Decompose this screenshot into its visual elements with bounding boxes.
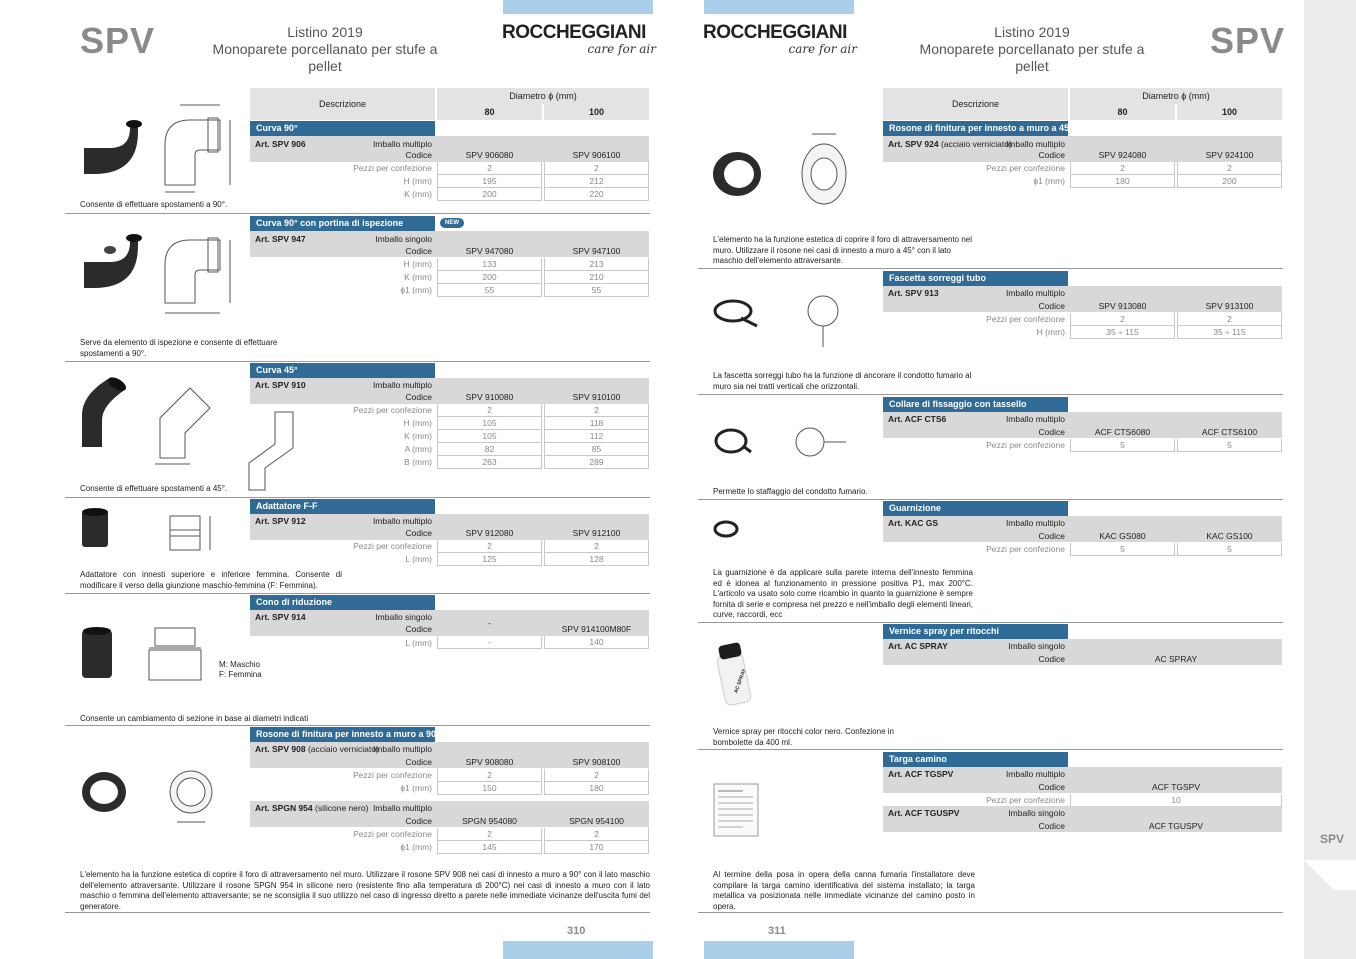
row-label: Codice: [1038, 427, 1065, 437]
pack-type: Imballo multiplo: [1005, 414, 1065, 424]
product-description: Al termine della posa in opera della canna fumaria l'installatore deve compilare la targa camino identificativa del sistema installato; la targa metallica va posizionata nelle immediate vicinanze del camino posto in opera.: [713, 870, 975, 911]
top-accent-bar-left: [503, 0, 653, 14]
offset-drawing: [245, 408, 305, 493]
elbow-inspection-photo: [80, 232, 140, 292]
row-label: H (mm): [403, 176, 432, 186]
product-description: Serve da elemento di ispezione e consente di effettuare spostamenti a 90°.: [80, 338, 278, 358]
row-label: Codice: [1038, 531, 1065, 541]
cell: 85: [544, 443, 649, 456]
cell: 2: [437, 162, 542, 175]
legend-male: M: Maschio: [219, 660, 260, 669]
art-code-text: Art. SPV 908: [255, 744, 306, 754]
row-label: Codice: [405, 246, 432, 256]
row-label: Pezzi per confezione: [986, 795, 1065, 805]
cell: 195: [437, 175, 542, 188]
pack-type: Imballo multiplo: [1005, 288, 1065, 298]
col-header-80: 80: [1070, 104, 1175, 120]
cell: ACF CTS6080: [1094, 427, 1151, 437]
art-code: Art. SPV 910: [255, 380, 306, 390]
cell: 220: [544, 188, 649, 201]
row-label: ɸ1 (mm): [400, 783, 432, 793]
row-label: Pezzi per confezione: [353, 829, 432, 839]
art-code: Art. AC SPRAY: [888, 641, 948, 651]
fixing-collar-drawing: [788, 422, 848, 464]
row-label: Pezzi per confezione: [986, 544, 1065, 554]
pack-type: Imballo multiplo: [1005, 139, 1065, 149]
cell: 118: [544, 417, 649, 430]
cell: 2: [437, 769, 542, 782]
cell: 10: [1070, 794, 1282, 807]
listino-subtitle: Monoparete porcellanato per stufe a pellet: [212, 41, 438, 74]
cell: 5: [1070, 543, 1175, 556]
row-label: B (mm): [404, 457, 432, 467]
cell: 2: [544, 162, 649, 175]
section-divider: [698, 912, 1283, 913]
cell: SPV 908100: [572, 757, 621, 767]
product-description: L'elemento ha la funzione estetica di coprire il foro di attraversamento nel muro. Utilizzare il rosone SPV 908 nei casi di innesto a muro a 90° con il lato maschio dell'elemento attraversante. Utilizzare il rosone SPGN 954 in silicone nero (resistente fino alla temperatura di 200°C) nei casi di innesto a muro con il lato maschio o femmina dell'elemento attraversante; se ne sconsiglia il suo utilizzo nel caso di ingresso diretto a parete nelle immediate vicinanze dell'uscita fumi del generatore.: [80, 870, 650, 911]
art-code: Art. SPV 912: [255, 516, 306, 526]
art-note: (acciaio verniciato): [307, 744, 379, 754]
cell: ACF TGSPV: [1151, 782, 1201, 792]
cell: SPV 912080: [465, 528, 514, 538]
elbow-45-drawing: [150, 378, 230, 466]
cell: 105: [437, 430, 542, 443]
cell: 55: [544, 284, 649, 297]
cell: 82: [437, 443, 542, 456]
page-number-left: 310: [567, 925, 586, 937]
product-title: Targa camino: [883, 752, 1068, 767]
cell: 2: [1070, 313, 1175, 326]
bottom-accent-bar-left: [503, 941, 653, 959]
product-description: L'elemento ha la funzione estetica di coprire il foro di attraversamento nel muro. Utilizzare il rosone nei casi di innesto a muro a 45° con il lato maschio dell'elemento attraversante.: [713, 235, 973, 265]
row-label: H (mm): [1036, 327, 1065, 337]
side-tab-label: SPV: [1319, 832, 1344, 846]
row-label: ɸ1 (mm): [400, 842, 432, 852]
cell: 289: [544, 456, 649, 469]
cell: 2: [544, 769, 649, 782]
col-header-description: Descrizione: [250, 88, 435, 120]
art-code: Art. ACF CTS6: [888, 414, 947, 424]
cell: SPV 906100: [572, 150, 621, 160]
elbow-90-drawing: [160, 100, 240, 195]
row-label: Pezzi per confezione: [353, 770, 432, 780]
cell: SPV 947080: [465, 246, 514, 256]
pack-type: Imballo multiplo: [1005, 769, 1065, 779]
row-label: Codice: [1038, 150, 1065, 160]
side-tab-corner: [1304, 860, 1356, 890]
listino-right: [902, 24, 1162, 75]
product-description: Consente un cambiamento di sezione in base ai diametri indicati: [80, 714, 309, 723]
row-label: Pezzi per confezione: [986, 440, 1065, 450]
cell: KAC GS100: [1206, 531, 1253, 541]
cell: 2: [437, 828, 542, 841]
col-header-diameter: Diametro ɸ (mm): [437, 88, 649, 104]
product-title: Vernice spray per ritocchi: [883, 624, 1068, 639]
cell: SPV 913080: [1098, 301, 1147, 311]
cell: 2: [544, 540, 649, 553]
cell: 112: [544, 430, 649, 443]
product-description: Vernice spray per ritocchi color nero. Confezione in bombolette da 400 ml.: [713, 727, 894, 747]
cell: SPGN 954080: [462, 816, 517, 826]
art-code-text: Art. SPV 924: [888, 139, 939, 149]
pipe-clamp-photo: [713, 296, 761, 330]
art-code: Art. SPV 947: [255, 234, 306, 244]
section-divider: [65, 725, 650, 726]
art-code-2: Art. ACF TGUSPV: [888, 808, 960, 818]
gasket-photo: [713, 519, 741, 539]
product-title: Adattatore F-F: [250, 499, 435, 514]
product-description: Adattatore con innesti superiore e inferiore femmina. Consente di modificare il verso della giunzione maschio-femmina (F: Femmina).: [80, 570, 342, 590]
row-label: Codice: [1038, 301, 1065, 311]
cell: 212: [544, 175, 649, 188]
row-label: Codice: [1038, 782, 1065, 792]
cell: 213: [544, 258, 649, 271]
col-header-100: 100: [1177, 104, 1282, 120]
cell: 2: [544, 404, 649, 417]
cell: SPV 910080: [465, 392, 514, 402]
adapter-drawing: [165, 512, 225, 562]
section-divider: [65, 912, 650, 913]
cell: 5: [1177, 439, 1282, 452]
section-divider: [698, 268, 1283, 269]
cell: -: [437, 636, 542, 649]
cell: 2: [1177, 313, 1282, 326]
section-divider: [65, 593, 650, 594]
cell: 125: [437, 553, 542, 566]
cell: 200: [1177, 175, 1282, 188]
cell: 180: [544, 782, 649, 795]
brand-logo-right: [703, 22, 863, 62]
listino-left: [195, 24, 455, 75]
row-label: A (mm): [404, 444, 432, 454]
row-label: Codice: [405, 624, 432, 634]
cell: 180: [1070, 175, 1175, 188]
row-label: Codice: [405, 528, 432, 538]
row-label: K (mm): [404, 189, 432, 199]
col-header-100: 100: [544, 104, 649, 120]
row-label: K (mm): [404, 431, 432, 441]
adapter-photo: [80, 507, 110, 549]
product-title: Curva 90° con portina di ispezione: [250, 216, 435, 231]
product-title: Curva 45°: [250, 363, 435, 378]
art-note: (acciaio verniciato): [940, 139, 1012, 149]
pack-type: Imballo multiplo: [372, 139, 432, 149]
brand-tagline: care for air: [788, 42, 857, 56]
cell: 150: [437, 782, 542, 795]
brand-name: ROCCHEGGIANI: [703, 22, 847, 43]
listino-year: Listino 2019: [994, 24, 1070, 40]
cell: -: [488, 618, 491, 628]
art-code: Art. ACF TGSPV: [888, 769, 954, 779]
product-description: Permette lo staffaggio del condotto fumario.: [713, 487, 868, 496]
brand-name: ROCCHEGGIANI: [502, 22, 646, 43]
row-label: Codice: [405, 757, 432, 767]
section-divider: [698, 499, 1283, 500]
cell: 5: [1177, 543, 1282, 556]
page-title-left: SPV: [80, 20, 156, 61]
row-label: K (mm): [404, 272, 432, 282]
product-title: Curva 90°: [250, 121, 435, 136]
cell: 133: [437, 258, 542, 271]
row-label: H (mm): [403, 259, 432, 269]
product-description: Consente di effettuare spostamenti a 45°.: [80, 484, 228, 493]
spray-can-label: AC SPRAY: [733, 668, 748, 695]
row-label: Codice: [405, 150, 432, 160]
cell: 105: [437, 417, 542, 430]
art-code: Art. SPV 914: [255, 612, 306, 622]
row-label: Pezzi per confezione: [986, 163, 1065, 173]
cell: 5: [1070, 439, 1175, 452]
col-header-diameter: Diametro ɸ (mm): [1070, 88, 1282, 104]
section-divider: [698, 394, 1283, 395]
section-divider: [698, 749, 1283, 750]
row-label: Codice: [405, 816, 432, 826]
cell: SPV 908080: [465, 757, 514, 767]
cell: SPV 924080: [1098, 150, 1147, 160]
fixing-collar-photo: [713, 426, 753, 458]
section-divider: [65, 361, 650, 362]
cell: 2: [437, 540, 542, 553]
row-label: Pezzi per confezione: [986, 314, 1065, 324]
cell: 2: [437, 404, 542, 417]
cell: SPV 913100: [1205, 301, 1254, 311]
cell: 263: [437, 456, 542, 469]
rosette-45-photo: [713, 150, 763, 200]
chimney-plate-photo: [713, 783, 759, 837]
pipe-clamp-drawing: [803, 285, 848, 350]
row-label: Pezzi per confezione: [353, 163, 432, 173]
product-title: Guarnizione: [883, 501, 1068, 516]
section-divider: [65, 213, 650, 214]
listino-subtitle: Monoparete porcellanato per stufe a pellet: [919, 41, 1145, 74]
product-title: Collare di fissaggio con tassello: [883, 397, 1068, 412]
cell: 128: [544, 553, 649, 566]
pack-type: Imballo multiplo: [1005, 518, 1065, 528]
col-header-description: Descrizione: [883, 88, 1068, 120]
cell: SPV 912100: [572, 528, 621, 538]
cell: SPV 906080: [465, 150, 514, 160]
row-label: Codice: [1038, 821, 1065, 831]
row-label: Pezzi per confezione: [353, 405, 432, 415]
cell: 145: [437, 841, 542, 854]
row-label: Pezzi per confezione: [353, 541, 432, 551]
pack-type: Imballo singolo: [375, 234, 432, 244]
cell: 35 ÷ 115: [1177, 326, 1282, 339]
reduction-cone-drawing: [143, 620, 223, 695]
cell: SPGN 954100: [569, 816, 624, 826]
top-accent-bar-right: [704, 0, 854, 14]
product-title: Rosone di finitura per innesto a muro a 45°: [883, 121, 1068, 136]
cell: 35 ÷ 115: [1070, 326, 1175, 339]
cell: SPV 924100: [1205, 150, 1254, 160]
bottom-accent-bar-right: [704, 941, 854, 959]
cell: AC SPRAY: [1154, 654, 1198, 664]
cell: SPV 914100M80F: [561, 624, 632, 634]
page-number-right: 311: [768, 925, 786, 937]
cell: 2: [1070, 162, 1175, 175]
product-description: La guarnizione è da applicare sulla parete interna dell'innesto femmina ed è idonea al funzionamento in pressione positiva P1, max 200°C. L'articolo va usato solo come ricambio in quanto la guarnizione è sempre fornita di serie e compresa nel prezzo e nell'imballo degli elementi lineari, curve, raccordi, ecc: [713, 568, 973, 619]
brand-logo-left: [502, 22, 662, 62]
cell: 200: [437, 188, 542, 201]
side-tab: [1304, 0, 1356, 959]
product-title: Fascetta sorreggi tubo: [883, 271, 1068, 286]
art-code: Art. SPV 906: [255, 139, 306, 149]
row-label: L (mm): [405, 638, 432, 648]
art-note: (silicone nero): [315, 803, 369, 813]
rosette-90-photo: [80, 770, 130, 815]
pack-type: Imballo singolo: [1008, 808, 1065, 818]
cell: 55: [437, 284, 542, 297]
cell: 200: [437, 271, 542, 284]
reduction-cone-photo: [80, 624, 114, 680]
product-description: La fascetta sorreggi tubo ha la funzione di ancorare il condotto fumario al muro sia nei tratti verticali che orizzontali.: [713, 371, 972, 391]
rosette-90-drawing: [165, 760, 220, 832]
cell: 170: [544, 841, 649, 854]
elbow-inspection-drawing: [160, 225, 240, 315]
cell: ACF CTS6100: [1201, 427, 1258, 437]
cell: KAC GS080: [1099, 531, 1146, 541]
row-label: L (mm): [405, 554, 432, 564]
legend-female: F: Femmina: [219, 670, 262, 679]
cell: 2: [544, 828, 649, 841]
pack-type: Imballo singolo: [1008, 641, 1065, 651]
art-code: Art. KAC GS: [888, 518, 939, 528]
product-title: Rosone di finitura per innesto a muro a 90°: [250, 727, 435, 742]
cell: SPV 910100: [572, 392, 621, 402]
section-divider: [698, 622, 1283, 623]
row-label: ɸ1 (mm): [400, 285, 432, 295]
cell: ACF TGUSPV: [1148, 821, 1204, 831]
product-description: Consente di effettuare spostamenti a 90°.: [80, 200, 228, 209]
row-label: Codice: [1038, 654, 1065, 664]
brand-tagline: care for air: [587, 42, 656, 56]
elbow-45-photo: [80, 375, 130, 450]
section-divider: [65, 497, 650, 498]
page-title-right: SPV: [1210, 20, 1286, 61]
pack-type: Imballo multiplo: [372, 516, 432, 526]
pack-type: Imballo singolo: [375, 612, 432, 622]
new-badge: NEW: [440, 218, 464, 228]
pack-type: Imballo multiplo: [372, 803, 432, 813]
art-code-text: Art. SPGN 954: [255, 803, 313, 813]
row-label: ɸ1 (mm): [1033, 176, 1065, 186]
cell: SPV 947100: [572, 246, 621, 256]
cell: 140: [544, 636, 649, 649]
row-label: H (mm): [403, 418, 432, 428]
cell: 2: [1177, 162, 1282, 175]
pack-type: Imballo multiplo: [372, 380, 432, 390]
pack-type: Imballo multiplo: [372, 744, 432, 754]
product-title: Cono di riduzione: [250, 595, 435, 610]
listino-year: Listino 2019: [287, 24, 363, 40]
art-code: Art. SPV 913: [888, 288, 939, 298]
cell: 210: [544, 271, 649, 284]
elbow-90-photo: [80, 118, 140, 178]
row-label: Codice: [405, 392, 432, 402]
col-header-80: 80: [437, 104, 542, 120]
rosette-45-drawing: [800, 128, 850, 216]
